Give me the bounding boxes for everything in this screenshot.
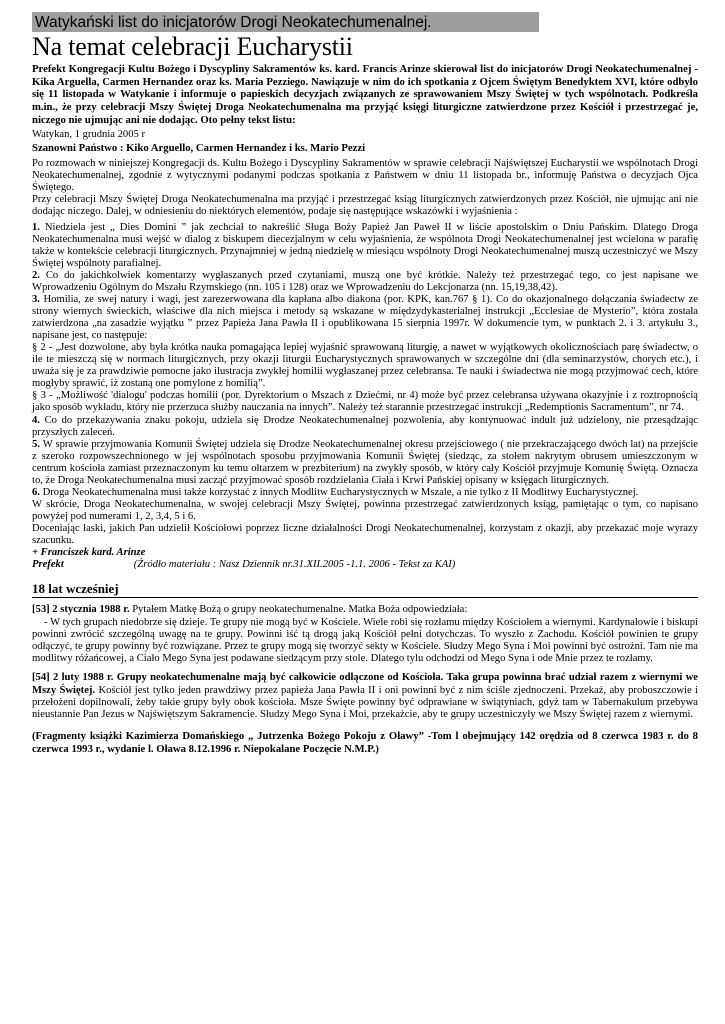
letter-point [32,270,698,294]
point-text: Co do przekazywania znaku pokoju, udziela się Drodze Neokatechumenalnej pozwolenia, aby kontynuować indult już udzielony, nie przesądzając przyszłych zaleceń. [32,414,698,438]
letter-point [32,415,698,439]
letter-closing: Doceniając łaski, jakich Pan udzielił Kościołowi poprzez liczne działalności Drogi Neokatechumenalnej, korzystam z okazji, aby przekazać moje wyrazy szacunku. [32,522,698,546]
section-heading: 18 lat wcześniej [32,581,698,598]
letter-intro-paragraph: Przy celebracji Mszy Świętej Droga Neokatechumenalna ma przyjąć i przestrzegać ksiąg liturgicznych zatwierdzonych przez Kościół, nie ujmując ani nie dodając niczego. Dalej, w odniesieniu do niektórych elementów, podaje się następujące wskazówki i wyjaśnienia : [32,193,698,217]
document-page [32,12,698,756]
point-number: 4. [32,414,40,426]
point-text: W sprawie przyjmowania Komunii Świętej udziela się Drodze Neokatechumenalnej okresu przejściowego ( nie przekraczającego dwóch lat) na przejście z szeroko rozpowszechnionego w jej wspólnotach sposobu przyjmowania Komunii Świętej (siedząc, za stołem nakrytym obrusem umieszczonym w centrum kościoła zamiast przeznaczonym ku temu ołtarzem w prezbiterium) na zwykły sposób, w który cały Kościół przyjmuje Komunię Świętą. Oznacza to, że Droga Neokatechumenalna musi zacząć przyjmować sposób rozdzielania Ciała i Krwi Pańskiej opisany w księgach liturgicznych. [32,438,698,486]
entry-body: - W tych grupach niedobrze się dzieje. Te grupy nie mogą być w Kościele. Wiele robi się rozłamu między Kościołem a wiernymi. Kardynałowie i biskupi powinni zwrócić szczególną uwagę na te grupy. Powinni iść tą drogą jaką Kościół pełni dotychczas. To wyszło z Zachodu. Kościół powinien te grupy odłączyć, te grupy powinny być rozwiązane. Przez te grupy mogą się tworzyć sekty w Kościele. Słudzy Mego Syna i Moi powinni być ostrożni. Tam nie ma modlitwy różańcowej, a Ciało Mego Syna jest podawane siedzącym przy stole. Dlatego tylu odchodzi od Mego Syna i ode Mnie przez te rozłamy. [32,616,698,665]
point-text: Co do jakichkolwiek komentarzy wygłaszanych przed czytaniami, muszą one być krótkie. Należy też przestrzegać tego, co jest napisane we Wprowadzeniu Ogólnym do Mszału Rzymskiego (nn. 105 i 128) oraz we Wprowadzeniu do Lekcjonarza (nn. 15,19,38,42). [32,269,698,293]
point-number: 2. [32,269,40,281]
letter-paragraph-quote: § 2 - „Jest dozwolone, aby była krótka nauka pomagająca lepiej wyjaśnić sprawowaną liturgię, a nawet w wyjątkowych okolicznościach parę świadectw, o ile te mieszczą się w normach liturgicznych, przy okazji liturgii Eucharystycznych sprawowanych w szczególne dni (dla seminarzystów, chorych etc.), i uważa się je za prawdziwie pomocne jako ilustracja zwykłej homilii wygłaszanej przez celebransa. Te nauki i świadectwa nie mogą przyjmować cech, które mogłyby sprawić, iż zostaną one pomylone z homilią”. [32,342,698,390]
source-note: (Źródło materiału : Nasz Dziennik nr.31.XII.2005 -1.1. 2006 - Tekst za KAI) [133,559,456,571]
point-number: 3. [32,294,40,306]
article-headline: Na temat celebracji Eucharystii [32,32,353,61]
book-source: (Fragmenty książki Kazimierza Domańskiego „ Jutrzenka Bożego Pokoju z Oławy” -Tom l obejmujący 142 orędzia od 8 czerwca 1983 r. do 8 czerwca 1993 r., wydanie l. Oława 8.12.1996 r. Niepokalane Poczęcie N.M.P.) [32,730,698,755]
letter-paragraph-quote: § 3 - „Możliwość 'dialogu' podczas homilii (por. Dyrektorium o Mszach z Dziećmi, nr 4) może być przez celebransa używana okazyjnie i z roztropnością jako sposób wykładu, który nie przerzuca służby nauczania na innych”. Należy też starannie przestrzegać instrukcji „Redemptionis Sacramentum”, nr 74. [32,390,698,414]
point-number: 1. [32,221,40,233]
letter-point [32,294,698,342]
letter-date: Watykan, 1 grudnia 2005 r [32,128,146,140]
letter-intro-paragraph: Po rozmowach w niniejszej Kongregacji ds. Kultu Bożego i Dyscypliny Sakramentów w sprawie celebracji Najświętszej Eucharystii we wspólnotach Drogi Neokatechumenalnej, zgodnie z wytycznymi podanymi podczas spotkania z Państwem w dniu 11 listopada br., informuję Państwa o decyzjach Ojca Świętego. [32,157,698,193]
entry-body: Kościół jest tylko jeden prawdziwy przez papieża Jana Pawła II i oni powinni być z nim ściśle zjednoczeni. Przekaż, aby proboszczowie i przełożeni dopilnowali, żeby takie grupy były obok kościoła. Msze Święte powinny być odprawiane w świątyniach, gdyż tam w Tabernakulum przebywa nieustannie Pan Jezus w Najświętszym Sakramencie. Słudzy Mego Syna i Moi, przekażcie, aby te grupy uczestniczyły we Mszy Świętej razem z wiernymi. [32,684,698,721]
entry-date: [53] 2 stycznia 1988 r. [32,604,130,616]
letter-point [32,487,698,499]
message-entry [32,604,698,616]
point-text: Droga Neokatechumenalna musi także korzystać z innych Modlitw Eucharystycznych w Mszale, a nie tylko z II Modlitwy Eucharystycznej. [42,486,639,498]
entry-lead: [54] 2 luty 1988 r. Grupy neokatechumenalne mają być całkowicie odłączone od Kościoła. Taka grupa powinna brać udział razem z wiernymi we Mszy Świętej. [32,672,698,696]
letter-point [32,439,698,487]
point-text: Homilia, ze swej natury i wagi, jest zarezerwowana dla kapłana albo diakona (por. KPK, kan.767 § 1). Co do okazjonalnego dołączania świadectw ze strony wiernych świeckich, właściwe dla nich miejsca i metody są wskazane w międzydykasterialnej instrukcji „Ecclesiae de Mysterio”, która została zatwierdzona „na zasadzie wyjątku ” przez Papieża Jana Pawła II i opublikowana 15 sierpnia 1997r. W dokumencie tym, w punktach 2. i 3. artykułu 3., napisane jest, co następuje: [32,294,698,342]
message-entry [32,672,698,721]
point-number: 5. [32,438,40,450]
letter-greeting: Szanowni Państwo : Kiko Arguello, Carmen Hernandez i ks. Mario Pezzi [32,141,366,154]
signature-title-line [32,559,698,571]
entry-intro: Pytałem Matkę Bożą o grupy neokatechumenalne. Matka Boża odpowiedziała: [129,604,468,616]
signature: + Franciszek kard. Arinze [32,547,146,559]
point-text: Niedziela jest „ Dies Domini ” jak zechciał to nakreślić Sługa Boży Papież Jan Paweł II w liście apostolskim o Dniu Pańskim. Dlatego Droga Neokatechumenalna musi wejść w dialog z biskupem diecezjalnym w celu wyjaśnienia, że wspólnota Drogi Neokatechumenalnej jest wcielona w parafię także w kontekście celebracji liturgicznych. Przynajmniej w jedną niedzielę w miesiącu wspólnoty Drogi Neokatechumenalnej muszą uczestniczyć we Mszy Świętej wspólnoty parafialnej. [32,221,698,269]
banner-title: Watykański list do inicjatorów Drogi Neokatechumenalnej. [32,12,539,32]
point-number: 6. [32,486,40,498]
letter-point [32,222,698,270]
signature-title: Prefekt [32,559,64,571]
article-lead: Prefekt Kongregacji Kultu Bożego i Dyscypliny Sakramentów ks. kard. Francis Arinze skierował list do inicjatorów Drogi Neokatechumenalnej - Kika Arguella, Carmen Hernandez oraz ks. Maria Pezziego. Nawiązuje w nim do ich spotkania z Ojcem Świętym Benedyktem XVI, które odbyło się 11 listopada w Watykanie i informuje o papieskich decyzjach związanych ze sprawowaniem Mszy Świętej w tych wspólnotach. Podkreśla m.in., że przy celebracji Mszy Świętej Droga Neokatechumenalna ma przyjąć księgi liturgiczne zatwierdzone przez Kościół i przestrzegać je, niczego nie ujmując ani nie dodając. Oto pełny tekst listu: [32,63,698,126]
letter-closing: W skrócie, Droga Neokatechumenalna, w swojej celebracji Mszy Świętej, powinna przestrzegać zatwierdzonych ksiąg, pamiętając o tym, co napisano powyżej pod numerami 1, 2, 3,4, 5 i 6. [32,498,698,522]
